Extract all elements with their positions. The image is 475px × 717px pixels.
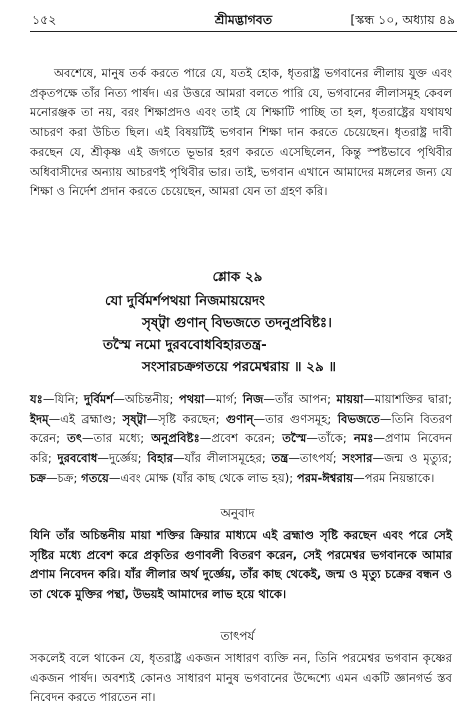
synonym-meaning: সৃষ্টি করছেন [158, 411, 216, 426]
synonym-term: তন্ত্র [271, 451, 289, 466]
synonym-meaning: জন্ম ও মৃত্যুর [384, 451, 449, 466]
verse-line: যো দুর্বিমর্শপথয়া নিজমায়য়েদং [105, 293, 265, 309]
synonym-meaning: যিনি [54, 392, 75, 406]
synonym-term: দুর্বিমর্শ [84, 392, 114, 406]
synonym-meaning: তিনি বিতরণ করেন [30, 411, 452, 446]
translation-heading: অনুবাদ [220, 506, 255, 520]
synonym-meaning: এবং মোক্ষ (যাঁর কাছ থেকে লাভ হয়) [120, 470, 290, 485]
synonym-meaning: চক্র [57, 470, 74, 485]
chapter-reference: [স্কন্ধ ১০, অধ্যায় ৪৯ [350, 12, 455, 27]
verse-line: তস্মৈ নমো দুরববোধবিহারতন্ত্র- [103, 337, 267, 353]
synonym-term: তস্মৈ [282, 431, 307, 446]
synonym-term: যঃ [30, 392, 43, 406]
synonym-meaning: তার গুণসমূহ [265, 411, 328, 426]
synonym-meaning: তাৎপর্য [299, 451, 333, 466]
synonym-term: গুণান্ [225, 411, 254, 426]
synonym-meaning: যাঁর লীলাসমূহের [184, 451, 262, 466]
book-title: শ্রীমদ্ভাগবত [214, 12, 273, 27]
synonyms-paragraph: যঃ—যিনি; দুর্বিমর্শ—অচিন্তনীয়; পথয়া—মার্গ; নিজ—তাঁর আপন; মায়য়া—মায়াশক্তির দ্বারা; ইদম্—এই ব্রহ্মাণ্ড; সৃষ্ট্বা—সৃষ্টি করছেন; গুণান্—তার গুণসমূহ; বিভজতে—তিনি বিতরণ করেন; তৎ—তার মধ্যে; অনুপ্রবিষ্টঃ—প্রবেশ করেন; তস্মৈ—তাঁকে; নমঃ—প্রণাম নিবেদন করি; দুরববোধ—দুর্জ্ঞেয়; বিহার—যাঁর লীলাসমূহের; তন্ত্র—তাৎপর্য; সংসার—জন্ম ও মৃত্যুর; চক্র—চক্র; গতয়ে—এবং মোক্ষ (যাঁর কাছ থেকে লাভ হয়); পরম-ঈশ্বরায়—পরম নিয়ন্তাকে। [30, 392, 453, 485]
synonym-meaning: পরম নিয়ন্তাকে। [364, 470, 435, 485]
synonym-term: ইদম্ [30, 411, 49, 426]
synonym-meaning: দুর্জ্ঞেয় [108, 451, 138, 466]
verse-line: সংসারচক্রগতয়ে পরমেশ্বরায় ॥ ২৯ ॥ [142, 359, 337, 375]
synonym-term: পথয়া [178, 392, 205, 406]
synonym-meaning: প্রণাম নিবেদন করি [30, 431, 452, 466]
page-number: ১৫২ [32, 12, 57, 27]
verse-heading: শ্লোক ২৯ [212, 269, 263, 285]
synonym-term: নিজ [242, 392, 264, 406]
purport-heading: তাৎপর্য [220, 629, 255, 643]
synonym-term: তৎ [67, 431, 83, 446]
synonym-meaning: তার মধ্যে [93, 431, 141, 446]
header-rule [30, 31, 457, 32]
synonym-term: সংসার [342, 451, 373, 466]
synonym-term: পরম-ঈশ্বরায় [296, 470, 354, 485]
synonym-meaning: তাঁকে [317, 431, 343, 446]
synonym-term: নমঃ [353, 431, 374, 446]
synonym-term: বিভজতে [337, 411, 380, 426]
synonym-meaning: অচিন্তনীয় [124, 392, 170, 406]
verse-text [0, 290, 475, 378]
synonym-meaning: মায়াশক্তির দ্বারা [374, 392, 449, 406]
purport-paragraph: সকলেই বলে থাকেন যে, ধৃতরাষ্ট্র একজন সাধারণ ব্যক্তি নন, তিনি পরমেশ্বর ভগবান কৃষ্ণের একজন পার্ষদ। অবশ্যই কোনও সাধারণ মানুষ ভগবানের উদ্দেশ্যে এমন একটি জ্ঞানগর্ভ স্তব নিবেদন করতে পারতেন না। [30, 651, 452, 705]
verse-line: সৃষ্ট্বা গুণান্ বিভজতে তদনুপ্রবিষ্টঃ। [142, 315, 332, 331]
synonym-term: গতয়ে [81, 470, 109, 485]
synonym-meaning: মার্গ [216, 392, 234, 406]
synonym-term: বিহার [147, 451, 173, 466]
synonym-term: অনুপ্রবিষ্টঃ [151, 431, 200, 446]
synonym-meaning: প্রবেশ করেন [211, 431, 272, 446]
intro-paragraph: অবশেষে, মানুষ তর্ক করতে পারে যে, যতই হোক, ধৃতরাষ্ট্র ভগবানের লীলায় যুক্ত এবং প্রকৃতপক্ষে তাঁর নিত্য পার্ষদ। এর উত্তরে আমরা বলতে পারি যে, ভগবানের লীলাসমূহ কেবল মনোরঞ্জক তা নয়, বরং শিক্ষাপ্রদও এবং তাই যে শিক্ষাটি পাচ্ছি তা হল, ধৃতরাষ্ট্রের যথাযথ আচরণ করা উচিত ছিল। এই বিষয়টিই ভগবান শিক্ষা দান করতে চেয়েছেন। ধৃতরাষ্ট্র দাবী করছেন যে, শ্রীকৃষ্ণ এই জগতে ভূভার হরণ করতে এসেছিলেন, কিন্তু স্পষ্টভাবে পৃথিবীর অধিবাসীদের অন্যায় আচরণই পৃথিবীর ভার। তাই, ভগবান এখানে আমাদের মঙ্গলের জন্য যে শিক্ষা ও নির্দেশ প্রদান করতে চেয়েছেন, আমরা যেন তা গ্রহণ করি। [30, 66, 452, 199]
translation-paragraph: যিনি তাঁর অচিন্তনীয় মায়া শক্তির ক্রিয়ার মাধ্যমে এই ব্রহ্মাণ্ড সৃষ্টি করছেন এবং পরে সেই সৃষ্টির মধ্যে প্রবেশ করে প্রকৃতির গুণাবলী বিতরণ করেন, সেই পরমেশ্বর ভগবানকে আমার প্রণাম নিবেদন করি। যাঁর লীলার অর্থ দুর্জ্ঞেয়, তাঁর কাছ থেকেই, জন্ম ও মৃত্যু চক্রের বন্ধন ও তা থেকে মুক্তির পন্থা, উভয়ই আমাদের লাভ হয়ে থাকে। [30, 528, 452, 602]
page-header [30, 8, 457, 32]
synonym-term: মায়য়া [336, 392, 364, 406]
synonym-term: দুরববোধ [57, 451, 98, 466]
synonym-term: চক্র [30, 470, 46, 485]
synonym-meaning: তাঁর আপন [274, 392, 328, 406]
synonym-meaning: এই ব্রহ্মাণ্ড [60, 411, 113, 426]
synonym-term: সৃষ্ট্বা [122, 411, 147, 426]
